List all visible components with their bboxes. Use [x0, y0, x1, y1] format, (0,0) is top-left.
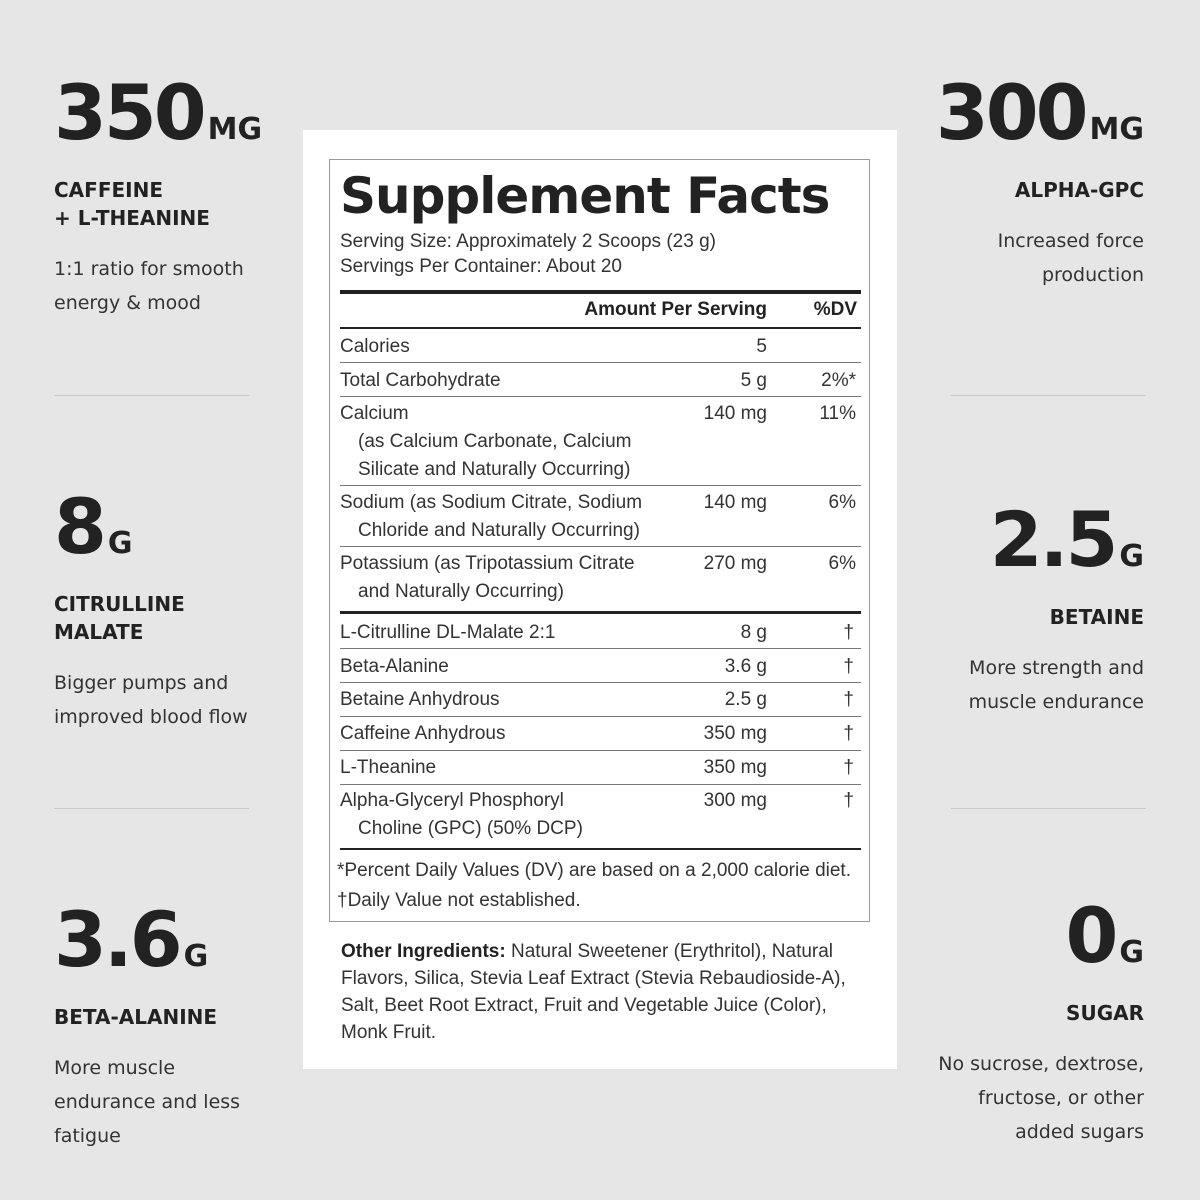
stat-alpha-gpc — [904, 68, 1144, 292]
other-ingredients — [341, 938, 861, 1046]
fact-row-dv: † — [843, 723, 854, 744]
fact-row-dv: † — [843, 757, 854, 778]
fact-row-amount: 350 mg — [703, 723, 767, 744]
row-divider — [340, 546, 861, 547]
divider — [951, 395, 1146, 396]
fact-row-dv: 11% — [819, 403, 856, 424]
fact-row-name: Calcium (as Calcium Carbonate, Calcium Silicate and Naturally Occurring) — [340, 403, 632, 480]
section-rule — [340, 611, 861, 614]
stat-beta-alanine — [54, 895, 294, 1153]
fact-row-name: Sodium (as Sodium Citrate, Sodium Chloride and Naturally Occurring) — [340, 492, 643, 541]
row-divider — [340, 648, 861, 649]
stat-label: ALPHA-GPC — [1014, 178, 1144, 202]
row-divider — [340, 750, 861, 751]
fact-row-amount: 3.6 g — [724, 656, 767, 677]
fact-row-amount: 350 mg — [703, 757, 767, 778]
fact-row-name: Potassium (as Tripotassium Citrate and Naturally Occurring) — [340, 553, 635, 602]
fact-row-name: Beta-Alanine — [340, 656, 449, 677]
thick-rule — [340, 290, 861, 294]
servings-per-container: Servings Per Container: About 20 — [340, 256, 623, 277]
supplement-facts-title: Supplement Facts — [340, 167, 830, 225]
stat-citrulline — [54, 482, 294, 734]
serving-size: Serving Size: Approximately 2 Scoops (23 g) — [340, 231, 716, 252]
stat-betaine — [904, 495, 1144, 719]
fact-row-amount: 5 — [756, 336, 767, 357]
stat-value: 8 G — [54, 482, 133, 571]
stat-value: 350 MG — [54, 68, 263, 157]
stat-value: 300 MG — [935, 68, 1144, 157]
stat-label: SUGAR — [1066, 1001, 1144, 1025]
header-dv: %DV — [813, 299, 857, 320]
other-ingredients-text: Natural Sweetener (Erythritol), Natural Flavors, Silica, Stevia Leaf Extract (Stevia Rebaudioside-A), Salt, Beet Root Extract, Fruit and Vegetable Juice (Color), Monk Fruit. — [341, 941, 846, 1043]
header-rule — [340, 327, 861, 329]
fact-row-name: Betaine Anhydrous — [340, 689, 500, 710]
fact-row-dv: † — [843, 790, 854, 811]
divider — [54, 395, 249, 396]
row-divider — [340, 362, 861, 363]
fact-row-name: Caffeine Anhydrous — [340, 723, 506, 744]
divider — [54, 808, 249, 809]
stat-description: 1:1 ratio for smooth energy & mood — [54, 258, 244, 314]
fact-row-dv: 6% — [828, 553, 856, 574]
other-ingredients-label: Other Ingredients: — [341, 941, 506, 962]
divider — [951, 808, 1146, 809]
row-divider — [340, 485, 861, 486]
fact-row-name: Alpha-Glyceryl Phosphoryl Choline (GPC) (50% DCP) — [340, 790, 583, 839]
row-divider — [340, 682, 861, 683]
stat-sugar — [904, 891, 1144, 1149]
fact-row-name: Calories — [340, 336, 410, 357]
fact-row-dv: † — [843, 656, 854, 677]
stat-description: Increased force production — [997, 230, 1144, 286]
header-amount: Amount Per Serving — [584, 299, 767, 320]
row-divider — [340, 396, 861, 397]
row-divider — [340, 784, 861, 785]
fact-row-name: L-Theanine — [340, 757, 437, 778]
fact-row-dv: 6% — [828, 492, 856, 513]
stat-description: More muscle endurance and less fatigue — [54, 1057, 241, 1147]
stat-label: CITRULLINE MALATE — [54, 592, 185, 644]
fact-row-dv: † — [843, 622, 854, 643]
fact-row-dv: 2%* — [821, 370, 856, 391]
footnote-dagger: †Daily Value not established. — [337, 890, 581, 911]
stat-value: 0 G — [1065, 891, 1144, 980]
footer-rule — [340, 848, 861, 850]
fact-row-amount: 300 mg — [703, 790, 767, 811]
fact-row-name: Total Carbohydrate — [340, 370, 501, 391]
fact-row-amount: 140 mg — [703, 492, 767, 513]
fact-row-amount: 140 mg — [703, 403, 767, 424]
fact-row-name: L-Citrulline DL-Malate 2:1 — [340, 622, 556, 643]
footnote-dv: *Percent Daily Values (DV) are based on a 2,000 calorie diet. — [337, 860, 851, 881]
fact-row-dv: † — [843, 689, 854, 710]
stat-label: CAFFEINE + L-THEANINE — [54, 178, 210, 230]
fact-row-amount: 8 g — [740, 622, 767, 643]
row-divider — [340, 716, 861, 717]
stat-caffeine — [54, 68, 294, 320]
stat-label: BETA-ALANINE — [54, 1005, 218, 1029]
stat-description: No sucrose, dextrose, fructose, or other added sugars — [938, 1053, 1144, 1143]
fact-row-amount: 270 mg — [703, 553, 767, 574]
fact-row-amount: 5 g — [740, 370, 767, 391]
stat-value: 2.5 G — [989, 495, 1144, 584]
stat-description: More strength and muscle endurance — [968, 657, 1144, 713]
stat-value: 3.6 G — [54, 895, 209, 984]
stat-label: BETAINE — [1049, 605, 1144, 629]
fact-row-amount: 2.5 g — [724, 689, 767, 710]
stat-description: Bigger pumps and improved blood flow — [54, 672, 248, 728]
